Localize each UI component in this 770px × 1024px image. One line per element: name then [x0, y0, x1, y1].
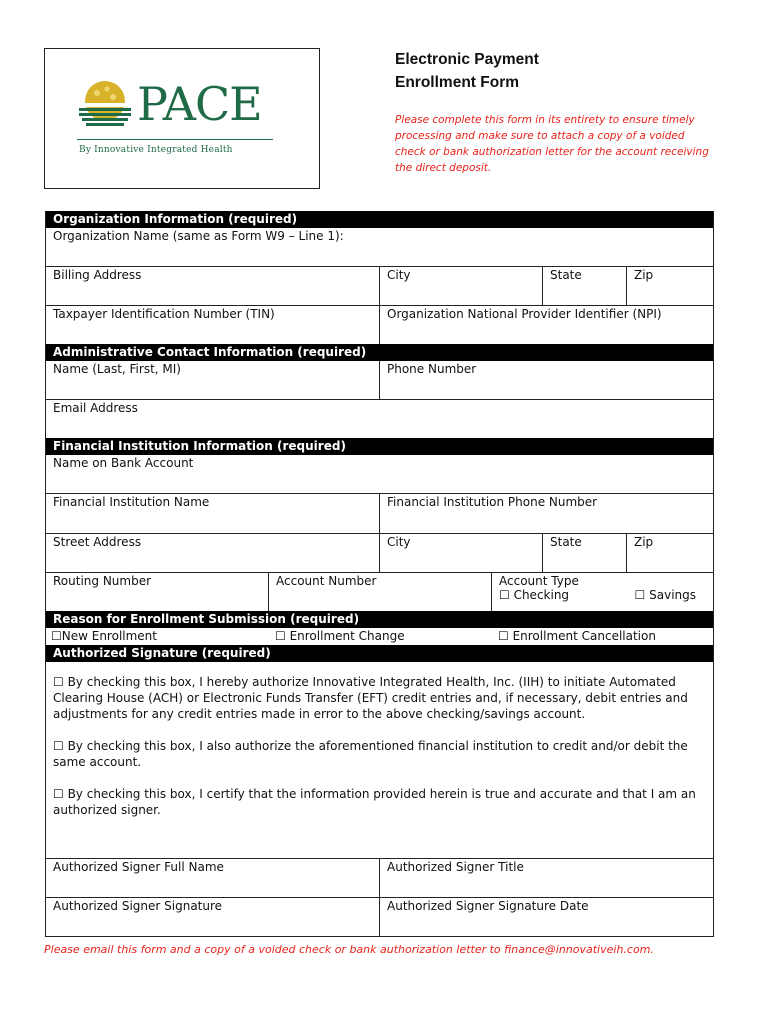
admin-email-field[interactable] — [46, 400, 713, 438]
signer-signature-label: Authorized Signer Signature — [53, 899, 223, 913]
signer-full-name-field[interactable] — [46, 859, 379, 897]
institution-name-label: Financial Institution Name — [53, 495, 210, 509]
org-city-label: City — [387, 268, 411, 282]
signer-signature-field[interactable] — [46, 898, 379, 936]
intro-instructions: Please complete this form in its entirety to ensure timely processing and make sure to attach a copy of a voided check or bank authorization letter for the account receiving the direct deposit. — [395, 114, 709, 174]
section-heading-reason: Reason for Enrollment Submission (required) — [46, 611, 713, 628]
org-zip-label: Zip — [634, 268, 654, 282]
institution-row — [46, 493, 713, 533]
bank-zip-label: Zip — [634, 535, 654, 549]
signer-date-label: Authorized Signer Signature Date — [387, 899, 589, 913]
org-zip-field[interactable] — [626, 267, 713, 305]
org-state-label: State — [550, 268, 582, 282]
enrollment-cancellation-label: ☐ Enrollment Cancellation — [498, 629, 656, 643]
signer-full-name-label: Authorized Signer Full Name — [53, 860, 224, 874]
consent-certify-checkbox[interactable]: ☐ By checking this box, I certify that the information provided herein is true and accurate and that I am an authorized signer. — [53, 787, 696, 817]
npi-label: Organization National Provider Identifier (NPI) — [387, 307, 662, 321]
section-heading-signature: Authorized Signature (required) — [46, 645, 713, 662]
org-state-field[interactable] — [542, 267, 626, 305]
bank-city-label: City — [387, 535, 411, 549]
account-number-field[interactable] — [268, 573, 491, 611]
bank-account-name-label: Name on Bank Account — [53, 456, 194, 470]
signer-title-field[interactable] — [379, 859, 713, 897]
bank-account-name-row — [46, 455, 713, 493]
logo-wordmark: PACE — [137, 77, 262, 131]
billing-address-label: Billing Address — [53, 268, 142, 282]
routing-number-field[interactable] — [46, 573, 268, 611]
admin-phone-label: Phone Number — [387, 362, 477, 376]
section-heading-admin: Administrative Contact Information (required) — [46, 344, 713, 361]
org-city-field[interactable] — [379, 267, 542, 305]
bank-zip-field[interactable] — [626, 534, 713, 572]
signer-title-label: Authorized Signer Title — [387, 860, 524, 874]
section-heading-bank: Financial Institution Information (required) — [46, 438, 713, 455]
enrollment-form — [45, 211, 714, 937]
enrollment-cancellation-checkbox[interactable] — [491, 628, 713, 645]
bank-address-row — [46, 533, 713, 572]
bank-street-label: Street Address — [53, 535, 142, 549]
bank-account-name-field[interactable] — [46, 455, 713, 493]
logo-box — [44, 48, 320, 189]
logo-rule — [77, 139, 273, 140]
tin-label: Taxpayer Identification Number (TIN) — [53, 307, 275, 321]
footer-email-note: Please email this form and a copy of a voided check or bank authorization letter to finance@innovativeih.com. — [44, 943, 654, 956]
institution-phone-field[interactable] — [379, 494, 713, 533]
new-enrollment-checkbox[interactable] — [46, 628, 268, 645]
title-line-2: Enrollment Form — [395, 74, 520, 91]
savings-checkbox[interactable]: ☐ Savings — [634, 588, 696, 602]
enrollment-change-label: ☐ Enrollment Change — [275, 629, 405, 643]
account-row — [46, 572, 713, 611]
bank-state-label: State — [550, 535, 582, 549]
admin-email-row — [46, 399, 713, 438]
admin-name-field[interactable] — [46, 361, 379, 399]
signer-date-field[interactable] — [379, 898, 713, 936]
routing-number-label: Routing Number — [53, 574, 152, 588]
new-enrollment-label: ☐New Enrollment — [51, 629, 157, 643]
org-name-field[interactable] — [46, 228, 713, 266]
tin-field[interactable] — [46, 306, 379, 344]
bank-street-field[interactable] — [46, 534, 379, 572]
admin-name-label: Name (Last, First, MI) — [53, 362, 181, 376]
logo-byline: By Innovative Integrated Health — [79, 145, 233, 155]
account-type-label: Account Type — [499, 574, 579, 588]
checking-checkbox[interactable]: ☐ Checking — [499, 588, 570, 602]
section-heading-organization: Organization Information (required) — [46, 211, 713, 228]
account-number-label: Account Number — [276, 574, 377, 588]
org-name-label: Organization Name (same as Form W9 – Line 1): — [53, 229, 344, 243]
tin-row — [46, 305, 713, 344]
admin-email-label: Email Address — [53, 401, 138, 415]
account-type-group — [491, 573, 713, 611]
page-title — [395, 48, 595, 94]
bank-state-field[interactable] — [542, 534, 626, 572]
institution-phone-label: Financial Institution Phone Number — [387, 495, 598, 509]
org-name-row — [46, 228, 713, 266]
consent-institution-checkbox[interactable]: ☐ By checking this box, I also authorize the aforementioned financial institution to credit and/or debit the same account. — [53, 739, 688, 769]
billing-address-field[interactable] — [46, 267, 379, 305]
admin-name-row — [46, 361, 713, 399]
billing-row — [46, 266, 713, 305]
bank-city-field[interactable] — [379, 534, 542, 572]
pace-sun-logo-icon — [75, 79, 135, 129]
institution-name-field[interactable] — [46, 494, 379, 533]
title-line-1: Electronic Payment — [395, 51, 539, 68]
consent-block — [46, 662, 713, 858]
enrollment-change-checkbox[interactable] — [268, 628, 491, 645]
signer-name-row — [46, 858, 713, 897]
npi-field[interactable] — [379, 306, 713, 344]
reason-row — [46, 628, 713, 645]
signer-signature-row — [46, 897, 713, 936]
consent-ach-checkbox[interactable]: ☐ By checking this box, I hereby authorize Innovative Integrated Health, Inc. (IIH) to initiate Automated Clearing House (ACH) or Electronic Funds Transfer (EFT) credit entries and, if necessary, debit entries and adjustments for any credit entries made in error to the above checking/savings account. — [53, 675, 688, 721]
admin-phone-field[interactable] — [379, 361, 713, 399]
